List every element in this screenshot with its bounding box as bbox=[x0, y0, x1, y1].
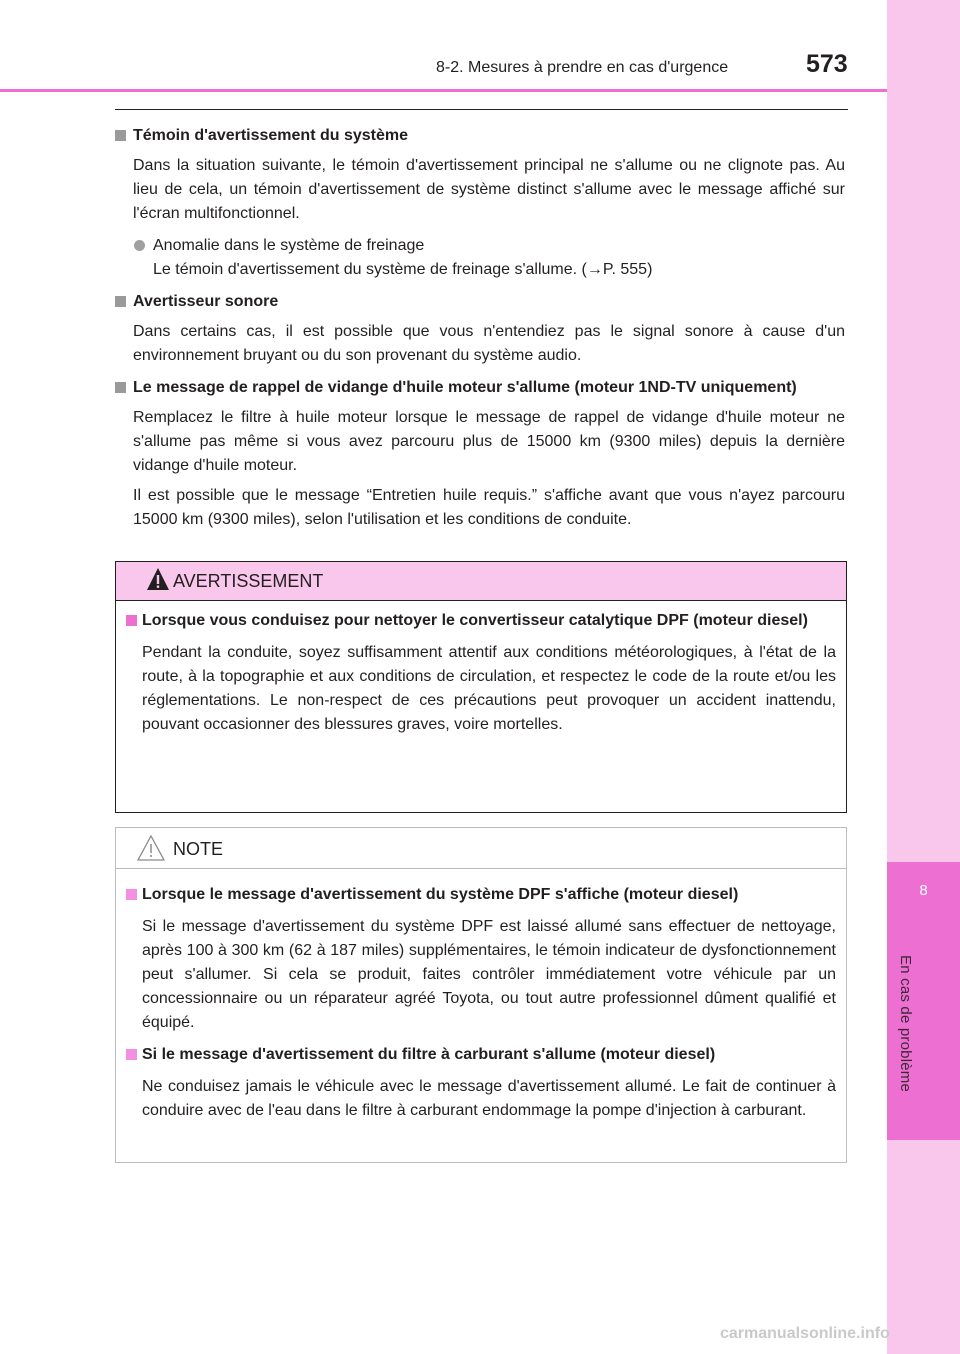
page-number: 573 bbox=[806, 50, 848, 78]
warning-header bbox=[116, 562, 846, 601]
note-item-heading-text: Si le message d'avertissement du filtre à carburant s'allume (moteur diesel) bbox=[142, 1046, 716, 1063]
note-body bbox=[116, 869, 846, 1123]
warning-title: AVERTISSEMENT bbox=[173, 571, 324, 591]
warning-paragraph: Pendant la conduite, soyez suffisamment attentif aux conditions météorologiques, à l'état de la route, à la topographie et aux conditions de circulation, et respectez le code de la route et/ou les réglementations. Le non-respect de ces précautions peut provoquer un accident inattendu, pouvant occasionner des blessures graves, voire mortelles. bbox=[142, 644, 836, 733]
warning-triangle-icon bbox=[146, 567, 170, 596]
section-heading-text: Le message de rappel de vidange d'huile moteur s'allume (moteur 1ND-TV uniquement) bbox=[133, 379, 797, 396]
bullet-text: Le témoin d'avertissement du système de freinage s'allume. (→P. 555) bbox=[153, 261, 653, 278]
note-item-heading bbox=[126, 1043, 836, 1067]
chapter-number: 8 bbox=[919, 882, 928, 899]
warning-heading-text: Lorsque vous conduisez pour nettoyer le convertisseur catalytique DPF (moteur diesel) bbox=[142, 612, 808, 629]
content-top-divider bbox=[115, 109, 848, 110]
section-paragraph: Dans la situation suivante, le témoin d'avertissement principal ne s'allume ou ne clignote pas. Au lieu de cela, un témoin d'avertissement de système distinct s'allume avec le message affiché sur l'écran multifonctionnel. bbox=[133, 157, 845, 222]
section-heading-text: Avertisseur sonore bbox=[133, 293, 279, 310]
section-heading bbox=[115, 124, 845, 148]
header-section-title: 8-2. Mesures à prendre en cas d'urgence bbox=[436, 59, 729, 76]
section-paragraph: Dans certains cas, il est possible que vous n'entendiez pas le signal sonore à cause d'un environnement bruyant ou du son provenant du système audio. bbox=[133, 323, 845, 364]
note-item-paragraph: Si le message d'avertissement du système DPF est laissé allumé sans effectuer de nettoyage, après 100 à 300 km (62 à 187 miles) supplémentaires, le témoin indicateur de dysfonctionnement peut s'allumer. Si cela se produit, faites contrôler immédiatement votre véhicule par un concessionnaire ou un réparateur agréé Toyota, ou tout autre professionnel dûment qualifié et équipé. bbox=[142, 918, 836, 1031]
note-box bbox=[115, 827, 847, 1163]
warning-heading bbox=[126, 609, 836, 633]
chapter-side-tab bbox=[887, 0, 960, 1354]
chapter-title: En cas de problème bbox=[897, 955, 914, 1093]
note-title: NOTE bbox=[173, 839, 224, 859]
square-bullet-icon bbox=[126, 1049, 137, 1060]
note-header bbox=[116, 828, 846, 869]
section-paragraph: Remplacez le filtre à huile moteur lorsque le message de rappel de vidange d'huile moteur ne s'allume pas même si vous avez parcouru plus de 15000 km (9300 miles) depuis la dernière vidange d'huile moteur. bbox=[133, 409, 845, 474]
note-item-heading bbox=[126, 883, 836, 907]
header-divider bbox=[0, 89, 887, 92]
main-content bbox=[115, 120, 845, 532]
section-paragraph: Il est possible que le message “Entretien huile requis.” s'affiche avant que vous n'ayez parcouru 15000 km (9300 miles), selon l'utilisation et les conditions de conduite. bbox=[133, 487, 845, 528]
bullet-item bbox=[115, 234, 845, 282]
note-item-paragraph: Ne conduisez jamais le véhicule avec le message d'avertissement allumé. Le fait de continuer à conduire avec de l'eau dans le filtre à carburant endommage la pompe d'injection à carburant. bbox=[142, 1078, 836, 1119]
section-heading-text: Témoin d'avertissement du système bbox=[133, 127, 409, 144]
square-bullet-icon bbox=[115, 296, 126, 307]
square-bullet-icon bbox=[115, 130, 126, 141]
section-heading bbox=[115, 376, 845, 400]
bullet-title: Anomalie dans le système de freinage bbox=[153, 237, 425, 254]
note-item-heading-text: Lorsque le message d'avertissement du système DPF s'affiche (moteur diesel) bbox=[142, 886, 739, 903]
round-bullet-icon bbox=[134, 240, 145, 251]
warning-box bbox=[115, 561, 847, 813]
section-heading bbox=[115, 290, 845, 314]
square-bullet-icon bbox=[126, 615, 137, 626]
caution-outline-icon bbox=[136, 834, 166, 867]
warning-body bbox=[116, 601, 846, 737]
watermark: carmanualsonline.info bbox=[720, 1325, 890, 1342]
square-bullet-icon bbox=[115, 382, 126, 393]
square-bullet-icon bbox=[126, 889, 137, 900]
